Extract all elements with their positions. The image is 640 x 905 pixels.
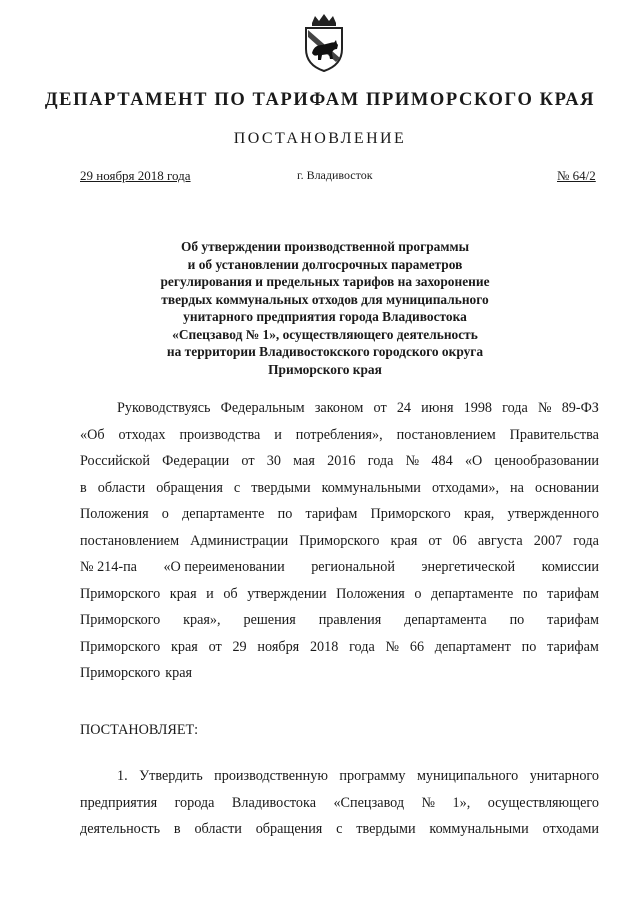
word: от bbox=[241, 453, 255, 469]
word: «О bbox=[464, 453, 483, 469]
word: по bbox=[522, 585, 538, 602]
word: края bbox=[169, 585, 197, 602]
word: 1», bbox=[452, 794, 471, 811]
word: и bbox=[274, 426, 282, 443]
text-line bbox=[80, 660, 599, 687]
word: края», bbox=[183, 612, 221, 628]
word: по bbox=[521, 638, 537, 655]
word: по bbox=[277, 506, 293, 522]
word: с bbox=[336, 821, 343, 837]
word: года bbox=[573, 532, 599, 549]
word: № bbox=[405, 453, 420, 469]
word: № bbox=[421, 794, 436, 811]
subject-line: Приморского края bbox=[268, 361, 382, 377]
preamble-paragraph bbox=[80, 395, 599, 687]
word: производства bbox=[179, 426, 261, 443]
word: 1998 bbox=[463, 400, 492, 416]
word: от bbox=[208, 638, 222, 655]
word: края, bbox=[463, 506, 495, 522]
word: города bbox=[174, 794, 215, 811]
word: от bbox=[373, 400, 387, 416]
word: области bbox=[97, 479, 146, 496]
word: твердыми bbox=[251, 479, 311, 496]
word: по bbox=[509, 612, 525, 628]
word: ноября bbox=[257, 638, 300, 655]
word: Приморского bbox=[80, 638, 161, 655]
word: производственную bbox=[214, 768, 328, 784]
word: и bbox=[206, 585, 214, 602]
text-line bbox=[80, 634, 599, 661]
word: утвержденного bbox=[507, 506, 599, 522]
subject-line: унитарного предприятия города Владивостока bbox=[183, 309, 467, 324]
subject-line: и об установлении долгосрочных параметров bbox=[187, 256, 463, 272]
word: августа bbox=[477, 532, 523, 549]
word: на bbox=[510, 479, 524, 496]
text-line bbox=[80, 395, 599, 422]
word: департаменте bbox=[182, 506, 265, 522]
text-line bbox=[80, 790, 599, 817]
item-1-paragraph bbox=[80, 763, 599, 843]
word: края bbox=[390, 532, 418, 549]
document-date: 29 ноября 2018 года bbox=[80, 168, 191, 183]
text-line bbox=[80, 448, 599, 475]
word: коммунальными bbox=[429, 821, 529, 837]
word: 24 bbox=[396, 400, 411, 416]
word: комиссии bbox=[541, 559, 599, 575]
word: № bbox=[385, 638, 400, 655]
word: программу bbox=[339, 768, 406, 784]
word: № 214-па bbox=[80, 559, 137, 575]
word: обращения bbox=[156, 479, 223, 496]
word: 29 bbox=[232, 638, 247, 655]
word: энергетической bbox=[421, 559, 516, 575]
word: 30 bbox=[266, 453, 281, 469]
word: в bbox=[173, 821, 181, 837]
word: тарифам bbox=[547, 638, 599, 655]
word: мая bbox=[293, 453, 315, 469]
subject-line: «Спецзавод № 1», осуществляющего деятельность bbox=[172, 326, 478, 342]
word: года bbox=[349, 638, 375, 655]
word: 89-ФЗ bbox=[561, 400, 599, 416]
text-line bbox=[80, 581, 599, 608]
resolve-heading: ПОСТАНОВЛЯЕТ: bbox=[80, 722, 199, 738]
word: унитарного bbox=[529, 768, 599, 784]
text-line bbox=[80, 528, 599, 555]
word: предприятия bbox=[80, 794, 158, 811]
word: июня bbox=[421, 400, 454, 416]
word: Владивостока bbox=[231, 794, 316, 811]
subject-line: на территории Владивостокского городского округа bbox=[166, 344, 484, 359]
text-line bbox=[80, 422, 599, 449]
word: департамент bbox=[434, 638, 511, 655]
coat-of-arms-icon bbox=[300, 13, 348, 73]
word: года bbox=[367, 453, 394, 469]
word: департамента bbox=[404, 612, 487, 628]
word: тарифам bbox=[547, 612, 599, 628]
word: края bbox=[171, 638, 198, 655]
word: отходах bbox=[118, 426, 166, 443]
word: отходами bbox=[542, 821, 599, 837]
word: Руководствуясь bbox=[117, 400, 211, 416]
word: Правительства bbox=[509, 426, 599, 443]
word: Приморского bbox=[80, 585, 161, 602]
word: края bbox=[165, 665, 193, 681]
word: обращения bbox=[255, 821, 323, 837]
word: Федеральным bbox=[220, 400, 305, 416]
text-line bbox=[80, 607, 599, 634]
subject-line: твердых коммунальных отходов для муниципального bbox=[161, 291, 489, 307]
document-subject bbox=[90, 238, 560, 378]
word: о bbox=[414, 585, 422, 602]
word: твердыми bbox=[356, 821, 416, 837]
word: № bbox=[537, 400, 552, 416]
word: Администрации bbox=[190, 532, 289, 549]
document-number: № 64/2 bbox=[557, 168, 596, 183]
word: Приморского bbox=[299, 532, 380, 549]
word: 484 bbox=[431, 453, 453, 469]
word: года bbox=[502, 400, 528, 416]
department-title: ДЕПАРТАМЕНТ ПО ТАРИФАМ ПРИМОРСКОГО КРАЯ bbox=[44, 90, 596, 110]
word: 2016 bbox=[327, 453, 356, 469]
word: потребления», bbox=[295, 426, 383, 443]
text-line bbox=[80, 475, 599, 502]
subject-line: Об утверждении производственной программы bbox=[180, 239, 470, 254]
word: постановлением bbox=[80, 532, 180, 549]
subject-line: регулирования и предельных тарифов на захоронение bbox=[160, 274, 490, 289]
word: деятельность bbox=[80, 821, 161, 837]
word: региональной bbox=[311, 559, 395, 575]
word: 2007 bbox=[533, 532, 563, 549]
word: об bbox=[223, 585, 238, 602]
word: Федерации bbox=[162, 453, 230, 469]
word: правления bbox=[318, 612, 382, 628]
word: «Спецзавод bbox=[333, 794, 405, 811]
word: области bbox=[194, 821, 242, 837]
text-line bbox=[80, 816, 599, 843]
word: «Об bbox=[80, 426, 105, 443]
word: Приморского bbox=[80, 665, 161, 681]
text-line bbox=[80, 763, 599, 790]
word: тарифам bbox=[305, 506, 358, 522]
word: 66 bbox=[409, 638, 425, 655]
word: 2018 bbox=[309, 638, 339, 655]
word: ценообразовании bbox=[494, 453, 599, 469]
word: решения bbox=[243, 612, 296, 628]
word: от bbox=[428, 532, 442, 549]
word: «О переименовании bbox=[163, 559, 285, 575]
word: с bbox=[233, 479, 241, 496]
word: Приморского bbox=[370, 506, 451, 522]
word: департаменте bbox=[431, 585, 514, 602]
word: постановлением bbox=[396, 426, 496, 443]
word: в bbox=[80, 479, 87, 496]
word: Российской bbox=[80, 453, 150, 469]
word: о bbox=[161, 506, 169, 522]
text-line bbox=[80, 554, 599, 581]
word: основании bbox=[534, 479, 599, 496]
word: Приморского bbox=[80, 612, 161, 628]
word: коммунальными bbox=[321, 479, 421, 496]
word: утверждении bbox=[247, 585, 327, 602]
word: 06 bbox=[452, 532, 467, 549]
word: Положения bbox=[336, 585, 405, 602]
word: законом bbox=[314, 400, 364, 416]
word: осуществляющего bbox=[487, 794, 599, 811]
word: муниципального bbox=[416, 768, 519, 784]
word: отходами», bbox=[431, 479, 500, 496]
word: Положения bbox=[80, 506, 149, 522]
document-type: ПОСТАНОВЛЕНИЕ bbox=[233, 130, 407, 147]
document-city: г. Владивосток bbox=[297, 168, 373, 182]
text-line bbox=[80, 501, 599, 528]
word: 1. bbox=[117, 768, 128, 784]
word: тарифам bbox=[547, 585, 599, 602]
word: Утвердить bbox=[139, 768, 203, 784]
